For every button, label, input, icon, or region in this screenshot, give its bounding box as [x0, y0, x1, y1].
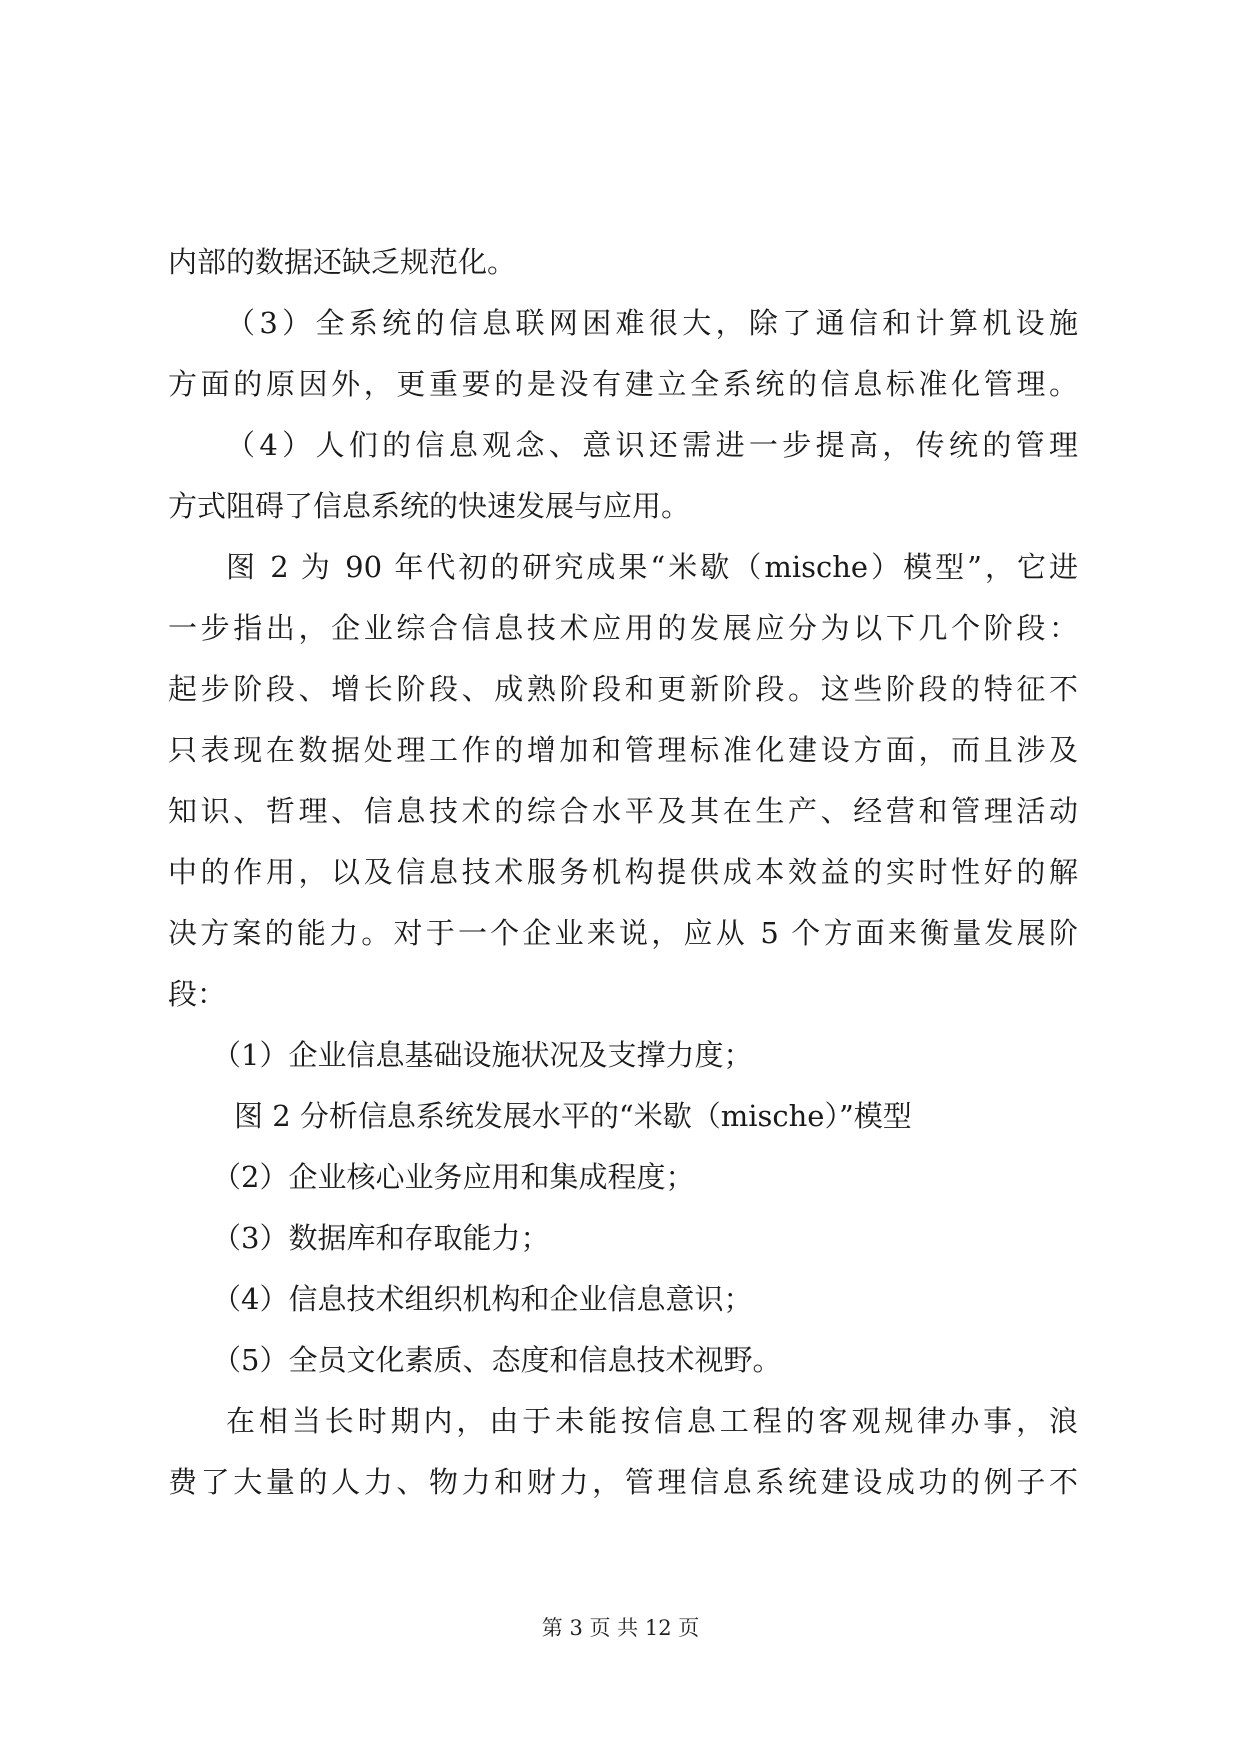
text-line: 内部的数据还缺乏规范化。 — [168, 245, 517, 279]
text-line: 决方案的能力。对于一个企业来说，应从 5 个方面来衡量发展阶 — [168, 916, 1078, 950]
text-line: 知识、哲理、信息技术的综合水平及其在生产、经营和管理活动 — [168, 794, 1078, 828]
text-line: 费了大量的人力、物力和财力，管理信息系统建设成功的例子不 — [168, 1465, 1078, 1499]
list-item: （1）企业信息基础设施状况及支撑力度； — [212, 1038, 753, 1072]
text-line: 图 2 为 90 年代初的研究成果“米歇（mische）模型”，它进 — [226, 550, 1078, 584]
text-line: 方面的原因外，更重要的是没有建立全系统的信息标准化管理。 — [168, 367, 1078, 401]
text-line: 中的作用，以及信息技术服务机构提供成本效益的实时性好的解 — [168, 855, 1078, 889]
list-item: （2）企业核心业务应用和集成程度； — [212, 1160, 695, 1194]
text-line: 段： — [168, 977, 227, 1011]
list-item: （3）数据库和存取能力； — [212, 1221, 550, 1255]
text-line: （4）人们的信息观念、意识还需进一步提高，传统的管理 — [226, 428, 1078, 462]
text-line: 起步阶段、增长阶段、成熟阶段和更新阶段。这些阶段的特征不 — [168, 672, 1078, 706]
body-text — [168, 232, 1078, 1513]
list-item: （4）信息技术组织机构和企业信息意识； — [212, 1282, 753, 1316]
text-line: 在相当长时期内，由于未能按信息工程的客观规律办事，浪 — [226, 1404, 1078, 1438]
text-line: 一步指出，企业综合信息技术应用的发展应分为以下几个阶段： — [168, 611, 1078, 645]
list-item: （5）全员文化素质、态度和信息技术视野。 — [212, 1343, 782, 1377]
figure-caption: 图 2 分析信息系统发展水平的“米歇（mische）”模型 — [234, 1099, 912, 1133]
page-number-footer: 第 3 页 共 12 页 — [541, 1616, 700, 1640]
text-line: 方式阻碍了信息系统的快速发展与应用。 — [168, 489, 691, 523]
text-line: 只表现在数据处理工作的增加和管理标准化建设方面，而且涉及 — [168, 733, 1078, 767]
text-line: （3）全系统的信息联网困难很大，除了通信和计算机设施 — [226, 306, 1078, 340]
